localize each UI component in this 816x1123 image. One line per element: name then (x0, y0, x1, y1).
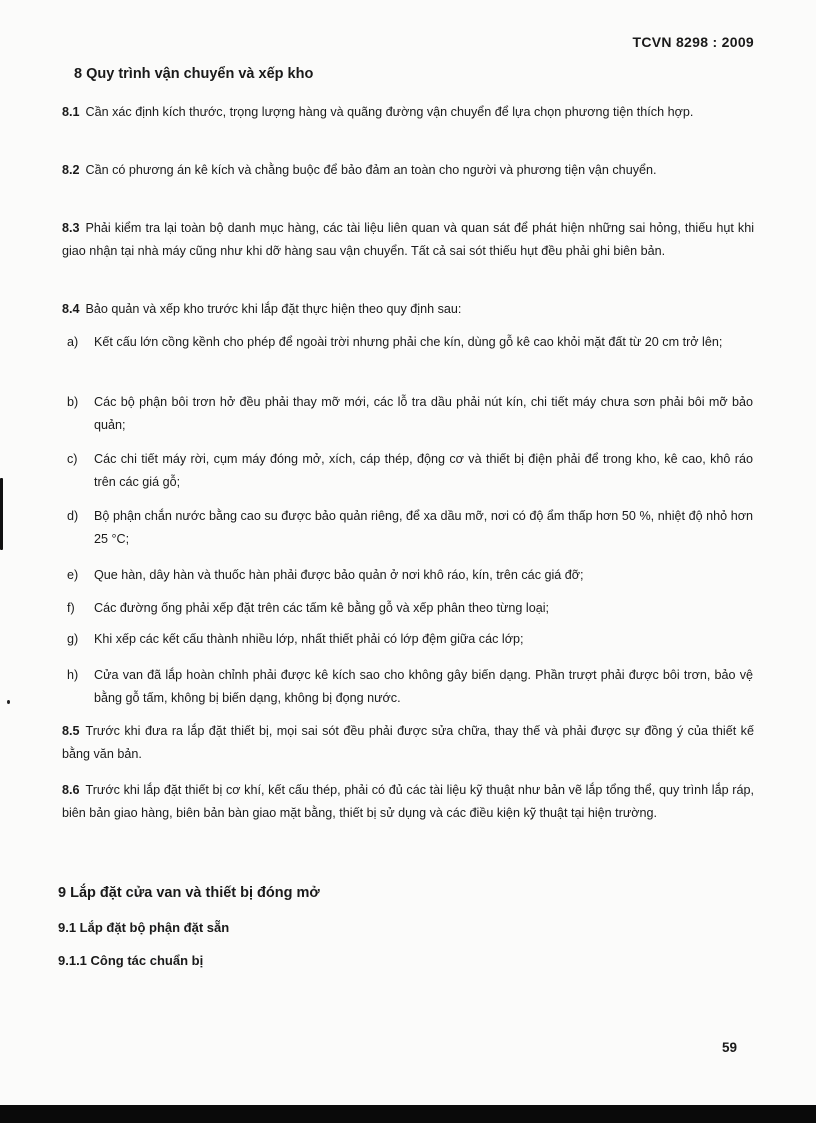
list-text: Que hàn, dây hàn và thuốc hàn phải được bảo quản ở nơi khô ráo, kín, trên các giá đỡ; (94, 568, 584, 582)
paragraph-8-3 (62, 217, 754, 263)
scan-speck (7, 700, 10, 704)
paragraph-text: Bảo quản và xếp kho trước khi lắp đặt thực hiện theo quy định sau: (85, 302, 462, 316)
paragraph-text: Phải kiểm tra lại toàn bộ danh mục hàng, các tài liệu liên quan và quan sát để phát hiện những sai hỏng, thiếu hụt khi giao nhận tại nhà máy cũng như khi dỡ hàng sau vận chuyển. Tất cả sai sót thiếu hụt đều phải ghi biên bản. (62, 221, 754, 258)
list-text: Khi xếp các kết cấu thành nhiều lớp, nhất thiết phải có lớp đệm giữa các lớp; (94, 632, 524, 646)
list-item-c (67, 448, 753, 494)
scan-edge-mark (0, 478, 3, 550)
list-item-a (67, 331, 753, 354)
paragraph-8-5 (62, 720, 754, 766)
list-label: c) (67, 452, 78, 466)
list-text: Bộ phận chắn nước bằng cao su được bảo quản riêng, để xa dầu mỡ, nơi có độ ẩm thấp hơn 50 %, nhiệt độ nhỏ hơn 25 °C; (94, 509, 753, 546)
paragraph-8-2 (62, 159, 754, 182)
list-label: d) (67, 509, 79, 523)
paragraph-8-4 (62, 298, 754, 321)
list-label: b) (67, 395, 79, 409)
subsection-9-1-1-title: 9.1.1 Công tác chuẩn bị (58, 953, 204, 968)
paragraph-number: 8.3 (62, 221, 80, 235)
list-text: Các chi tiết máy rời, cụm máy đóng mở, xích, cáp thép, động cơ và thiết bị điện phải để trong kho, kê cao, khô ráo trên các giá gỗ; (94, 452, 753, 489)
subsection-9-1-title: 9.1 Lắp đặt bộ phận đặt sẵn (58, 920, 230, 935)
page-number: 59 (721, 1040, 737, 1055)
paragraph-number: 8.5 (62, 724, 80, 738)
list-item-b (67, 391, 753, 437)
section-8-title: 8 Quy trình vận chuyển và xếp kho (74, 66, 314, 82)
list-item-g (67, 628, 753, 651)
paragraph-text: Cần có phương án kê kích và chằng buộc để bảo đảm an toàn cho người và phương tiện vận chuyển. (85, 163, 657, 177)
standard-code: TCVN 8298 : 2009 (632, 34, 754, 50)
list-label: a) (67, 335, 79, 349)
paragraph-text: Trước khi lắp đặt thiết bị cơ khí, kết cấu thép, phải có đủ các tài liệu kỹ thuật như bản vẽ lắp tổng thể, quy trình lắp ráp, biên bản giao hàng, biên bản bàn giao mặt bằng, thiết bị sử dụng và các điều kiện kỹ thuật tại hiện trường. (62, 783, 754, 820)
paragraph-8-6 (62, 779, 754, 825)
list-text: Cửa van đã lắp hoàn chỉnh phải được kê kích sao cho không gây biến dạng. Phần trượt phải được bôi trơn, bảo vệ bằng gỗ tấm, không bị biến dạng, không bị đọng nước. (94, 668, 753, 705)
paragraph-number: 8.6 (62, 783, 80, 797)
paragraph-text: Trước khi đưa ra lắp đặt thiết bị, mọi sai sót đều phải được sửa chữa, thay thế và phải được sự đồng ý của thiết kế bằng văn bản. (62, 724, 754, 761)
list-label: g) (67, 632, 79, 646)
list-text: Các bộ phận bôi trơn hở đều phải thay mỡ mới, các lỗ tra dầu phải nút kín, chi tiết máy chưa sơn phải bôi mỡ bảo quản; (94, 395, 753, 432)
paragraph-text: Cần xác định kích thước, trọng lượng hàng và quãng đường vận chuyển để lựa chọn phương tiện thích hợp. (85, 105, 694, 119)
list-item-f (67, 597, 753, 620)
list-label: f) (67, 601, 75, 615)
paragraph-number: 8.1 (62, 105, 80, 119)
paragraph-number: 8.4 (62, 302, 80, 316)
paragraph-number: 8.2 (62, 163, 80, 177)
scan-bottom-border (0, 1105, 816, 1123)
paragraph-8-1 (62, 101, 754, 124)
list-text: Kết cấu lớn cồng kềnh cho phép để ngoài trời nhưng phải che kín, dùng gỗ kê cao khỏi mặt đất từ 20 cm trở lên; (94, 335, 723, 349)
list-item-h (67, 664, 753, 710)
list-item-d (67, 505, 753, 551)
list-item-e (67, 564, 753, 587)
section-9-title: 9 Lắp đặt cửa van và thiết bị đóng mở (58, 885, 320, 901)
list-label: e) (67, 568, 79, 582)
list-text: Các đường ống phải xếp đặt trên các tấm kê bằng gỗ và xếp phân theo từng loại; (94, 601, 550, 615)
list-label: h) (67, 668, 79, 682)
